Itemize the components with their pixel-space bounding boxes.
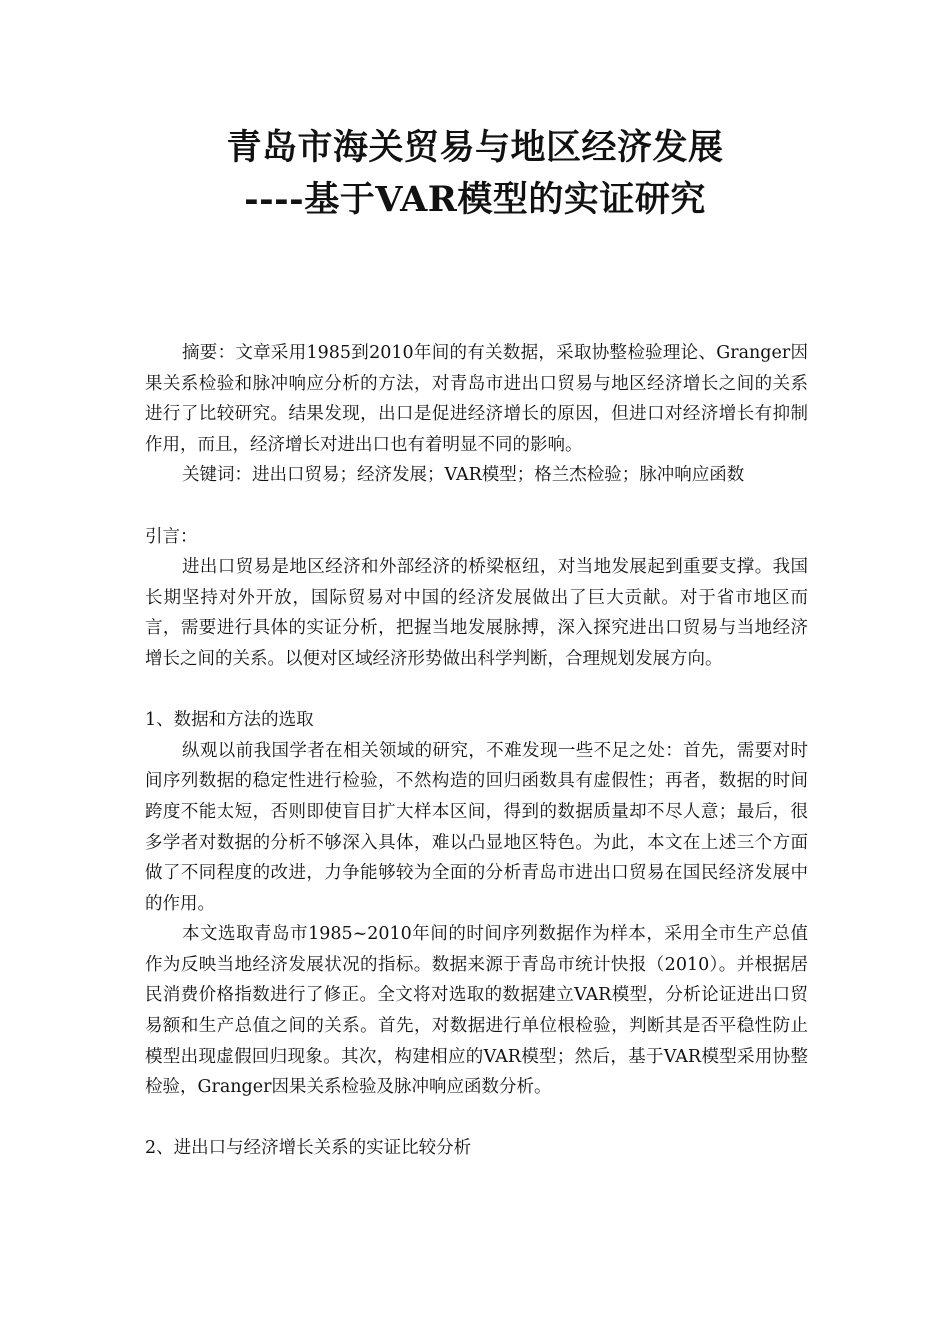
section-2-heading: 2、进出口与经济增长关系的实证比较分析: [145, 1138, 472, 1159]
keywords-line: 关键词：进出口贸易；经济发展；VAR模型；格兰杰检验；脉冲响应函数: [182, 465, 745, 486]
blank-line: [145, 675, 808, 706]
section-1-paragraph-1: 纵观以前我国学者在相关领域的研究，不难发现一些不足之处：首先，需要对时间序列数据的稳定性进行检验，不然构造的回归函数具有虚假性；再者，数据的时间跨度不能太短，否则即使盲目扩大样本区间，得到的数据质量却不尽人意；最后，很多学者对数据的分析不够深入具体，难以凸显地区特色。为此，本文在上述三个方面做了不同程度的改进，力争能够较为全面的分析青岛市进出口贸易在国民经济发展中的作用。: [145, 740, 808, 914]
abstract-paragraph: 摘要：文章采用1985到2010年间的有关数据，采取协整检验理论、Granger因果关系检验和脉冲响应分析的方法，对青岛市进出口贸易与地区经济增长之间的关系进行了比较研究。结果发现，出口是促进经济增长的原因，但进口对经济增长有抑制作用，而且，经济增长对进出口也有着明显不同的影响。: [145, 343, 808, 455]
section-1-heading: 1、数据和方法的选取: [145, 710, 314, 731]
blank-line: [145, 1103, 808, 1134]
blank-line: [145, 491, 808, 522]
intro-heading: 引言：: [145, 526, 198, 547]
title-line-1: 青岛市海关贸易与地区经济发展: [226, 127, 724, 168]
title-line-2: ----基于VAR模型的实证研究: [244, 179, 706, 220]
document-body: [145, 338, 808, 1164]
section-1-paragraph-2: 本文选取青岛市1985~2010年间的时间序列数据作为样本，采用全市生产总值作为反映当地经济发展状况的指标。数据来源于青岛市统计快报（2010）。并根据居民消费价格指数进行了修正。全文将对选取的数据建立VAR模型，分析论证进出口贸易额和生产总值之间的关系。首先，对数据进行单位根检验，判断其是否平稳性防止模型出现虚假回归现象。其次，构建相应的VAR模型；然后，基于VAR模型采用协整检验，Granger因果关系检验及脉冲响应函数分析。: [145, 924, 808, 1098]
intro-paragraph: 进出口贸易是地区经济和外部经济的桥梁枢纽，对当地发展起到重要支撑。我国长期坚持对外开放，国际贸易对中国的经济发展做出了巨大贡献。对于省市地区而言，需要进行具体的实证分析，把握当地发展脉搏，深入探究进出口贸易与当地经济增长之间的关系。以便对区域经济形势做出科学判断，合理规划发展方向。: [145, 557, 808, 669]
